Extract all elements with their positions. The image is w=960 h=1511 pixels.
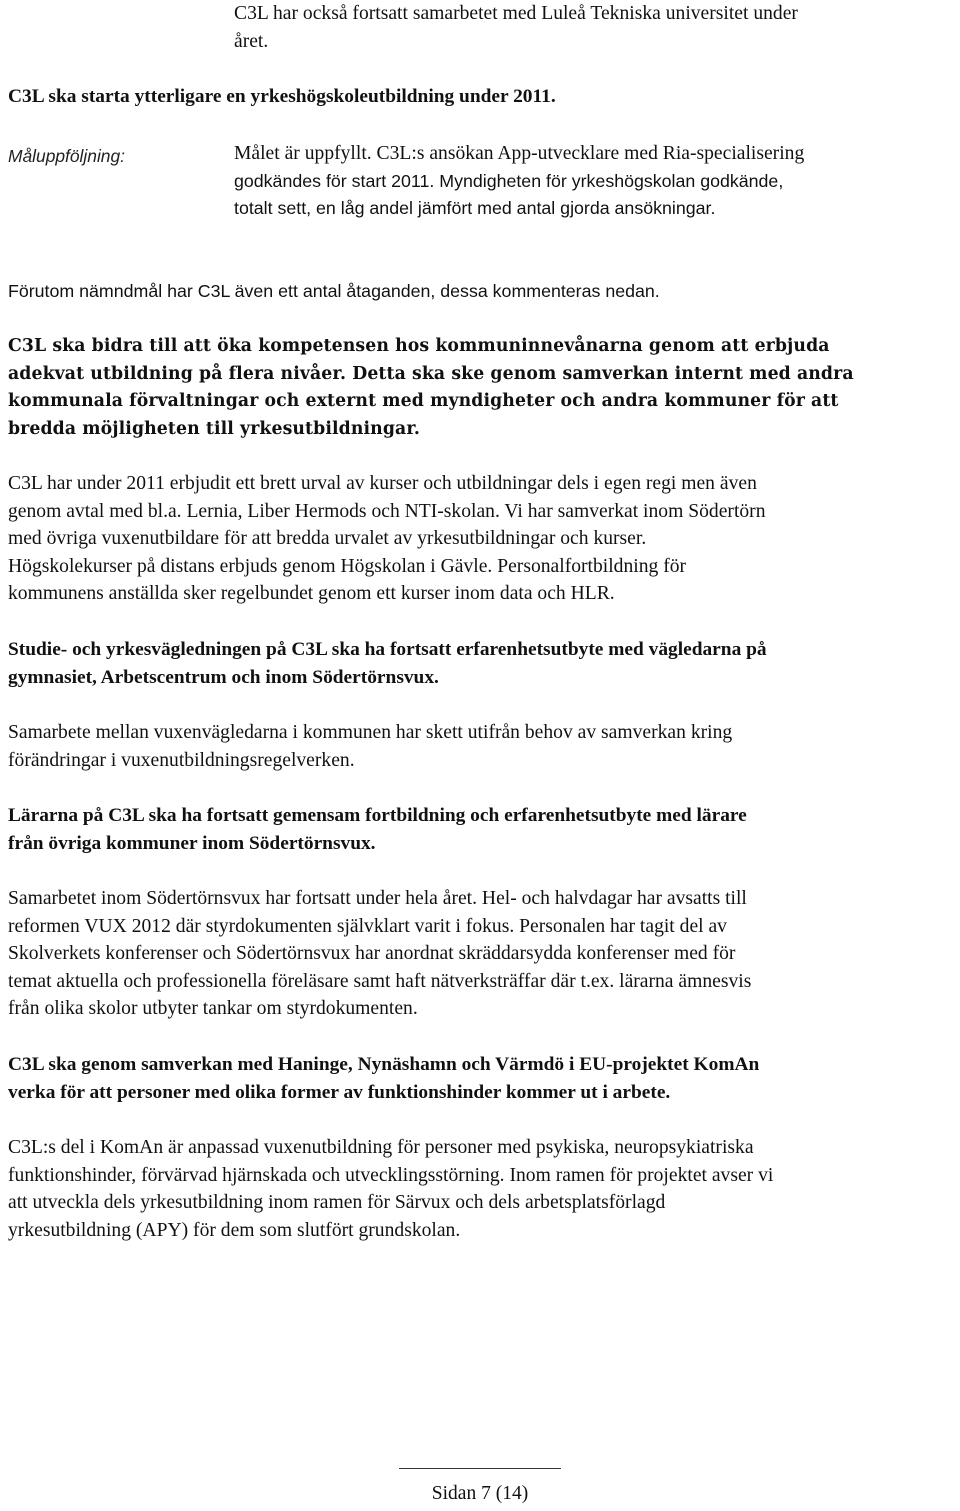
commitment-koman: [8, 1051, 759, 1106]
text-line: C3L har också fortsatt samarbetet med Luleå Tekniska universitet under: [234, 3, 798, 24]
page-number: Sidan 7 (14): [431, 1483, 529, 1504]
goal-followup-text: [234, 140, 804, 223]
text-line: med övriga vuxenutbildare för att bredda urvalet av yrkesutbildningar och kurser.: [8, 528, 647, 549]
text-line: Samarbetet inom Södertörnsvux har fortsatt under hela året. Hel- och halvdagar har avsatts till: [8, 888, 747, 909]
commitment-competence: [8, 333, 854, 443]
text-line: kommunens anställda sker regelbundet genom ett kurser inom data och HLR.: [8, 583, 615, 604]
text-line: från olika skolor utbyter tankar om styrdokumenten.: [8, 998, 418, 1019]
luleå-cooperation-paragraph: [234, 0, 798, 55]
footer-divider: [399, 1468, 561, 1469]
text-line: från övriga kommuner inom Södertörnsvux.: [8, 832, 376, 854]
text-line: Lärarna på C3L ska ha fortsatt gemensam fortbildning och erfarenhetsutbyte med lärare: [8, 805, 747, 826]
text-line: totalt sett, en låg andel jämfört med antal gjorda ansökningar.: [234, 198, 716, 218]
teachers-paragraph: [8, 885, 751, 1023]
text-line: året.: [234, 30, 269, 52]
text-line: temat aktuella och professionella föreläsare samt haft nätverksträffar där t.ex. lärarna ämnesvis: [8, 970, 752, 992]
koman-paragraph: [8, 1134, 773, 1244]
text-line: genom avtal med bl.a. Lernia, Liber Hermods och NTI-skolan. Vi har samverkat inom Södertörn: [8, 500, 766, 522]
text-line: yrkesutbildning (APY) för dem som slutfört grundskolan.: [8, 1219, 461, 1241]
text-line: verka för att personer med olika former av funktionshinder kommer ut i arbete.: [8, 1081, 671, 1103]
guidance-paragraph: [8, 719, 732, 774]
text-line: bredda möjligheten till yrkesutbildningar.: [8, 418, 421, 439]
text-line: Högskolekurser på distans erbjuds genom Högskolan i Gävle. Personalfortbildning för: [8, 555, 687, 577]
text-line: reformen VUX 2012 där styrdokumenten självklart varit i fokus. Personalen har tagit del av: [8, 915, 727, 937]
text-line: Målet är uppfyllt. C3L:s ansökan App-utvecklare med Ria-specialisering: [234, 143, 805, 164]
text-line: funktionshinder, förvärvad hjärnskada och utvecklingsstörning. Inom ramen för projektet avser vi: [8, 1164, 774, 1186]
text-line: godkändes för start 2011. Myndigheten för yrkeshögskolan godkände,: [234, 170, 784, 191]
text-line: gymnasiet, Arbetscentrum och inom Södertörnsvux.: [8, 666, 439, 688]
commitments-intro: Förutom nämndmål har C3L även ett antal åtaganden, dessa kommenteras nedan.: [8, 281, 660, 301]
text-line: kommunala förvaltningar och externt med myndigheter och andra kommuner för att: [8, 391, 839, 411]
yh-program-heading: C3L ska starta ytterligare en yrkeshögskoleutbildning under 2011.: [8, 86, 556, 107]
text-line: adekvat utbildning på flera nivåer. Detta ska ske genom samverkan internt med andra: [8, 363, 854, 384]
text-line: förändringar i vuxenutbildningsregelverken.: [8, 749, 355, 771]
text-line: C3L har under 2011 erbjudit ett brett urval av kurser och utbildningar dels i egen regi men även: [8, 473, 757, 494]
goal-followup-label: Måluppföljning:: [8, 146, 125, 166]
text-line: C3L:s del i KomAn är anpassad vuxenutbildning för personer med psykiska, neuropsykiatriska: [8, 1137, 754, 1158]
text-line: att utveckla dels yrkesutbildning inom ramen för Särvux och dels arbetsplatsförlagd: [8, 1192, 666, 1213]
text-line: Samarbete mellan vuxenvägledarna i kommunen har skett utifrån behov av samverkan kring: [8, 722, 733, 743]
text-line: Skolverkets konferenser och Södertörnsvux har anordnat skräddarsydda konferenser med för: [8, 943, 736, 964]
text-line: C3L ska bidra till att öka kompetensen hos kommuninnevånarna genom att erbjuda: [8, 336, 830, 356]
text-line: Studie- och yrkesvägledningen på C3L ska ha fortsatt erfarenhetsutbyte med vägledarna på: [8, 639, 767, 660]
commitment-guidance: [8, 636, 767, 691]
courses-paragraph: [8, 470, 766, 608]
text-line: C3L ska genom samverkan med Haninge, Nynäshamn och Värmdö i EU-projektet KomAn: [8, 1054, 760, 1075]
commitment-teachers: [8, 802, 747, 857]
